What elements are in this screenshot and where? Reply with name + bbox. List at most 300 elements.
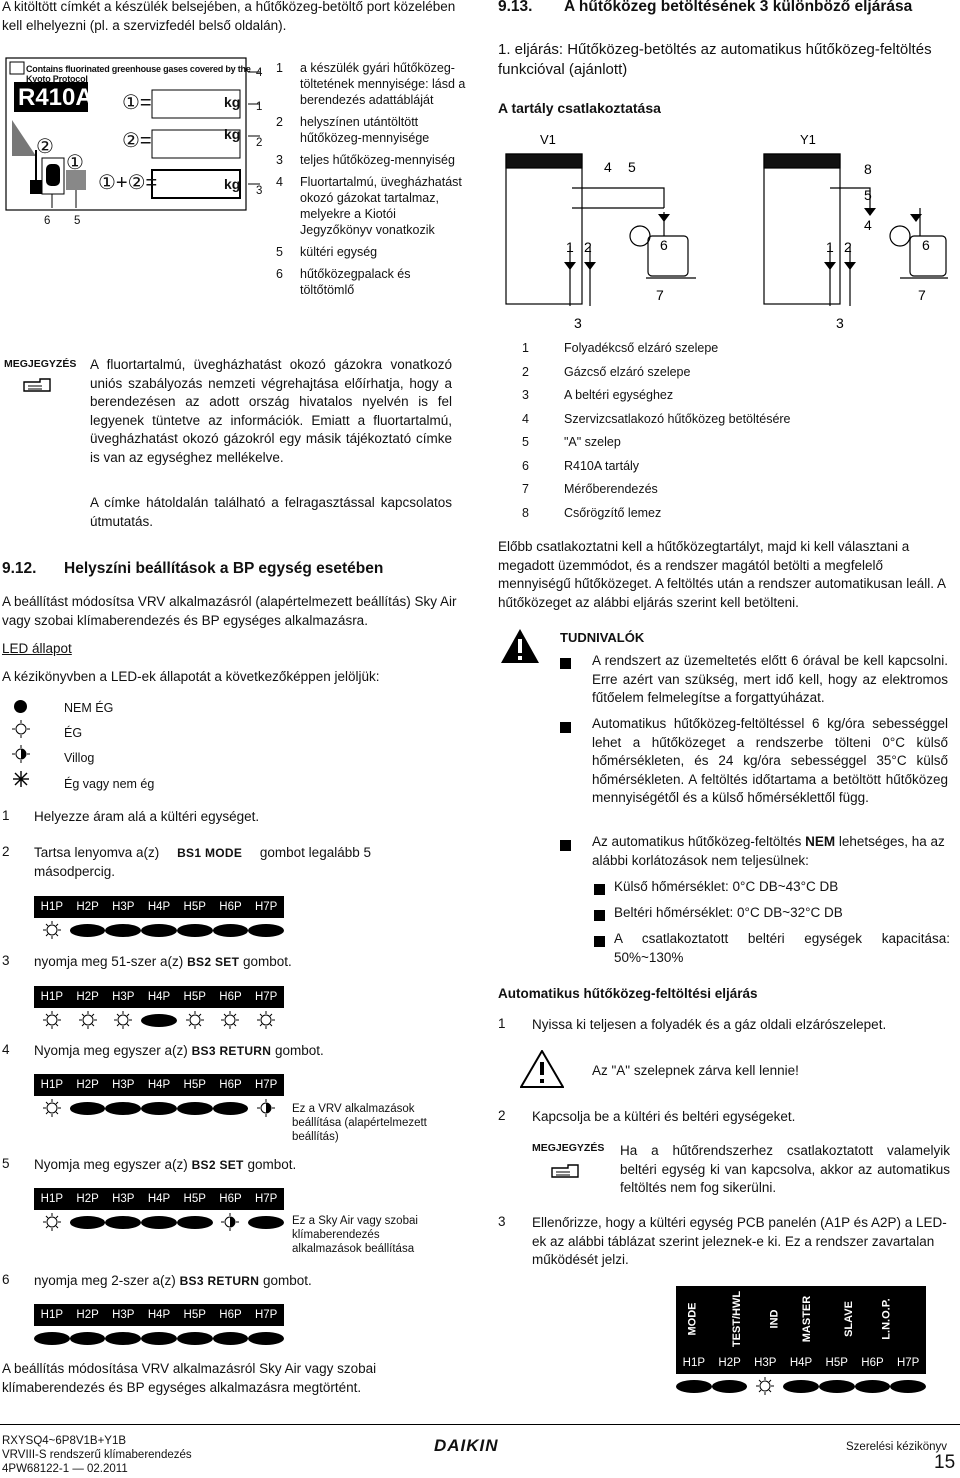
- legend-item: [522, 505, 942, 529]
- mode-header-label: MODE: [686, 1302, 699, 1336]
- diagram-num: 3: [574, 315, 582, 331]
- mode-header-label: L.N.O.P.: [881, 1298, 894, 1340]
- led-cell: [213, 924, 249, 937]
- mode-header-row: [676, 1286, 938, 1352]
- led-off-icon: [855, 1380, 891, 1393]
- led-off-icon: [70, 924, 106, 937]
- led-on-icon: [257, 1011, 275, 1029]
- led-on-icon: [186, 1011, 204, 1029]
- legend-text: A beltéri egységhez: [564, 388, 674, 402]
- legend-text: R410A tartály: [564, 458, 640, 473]
- label-banner: Contains fluorinated greenhouse gases covered by the Kyoto Protocol: [26, 64, 251, 84]
- daikin-logo: DAIKIN: [434, 1436, 499, 1455]
- legend-text: Folyadékcső elzáró szelepe: [564, 341, 719, 355]
- diagram-num: 5: [864, 187, 872, 203]
- led-cell: [213, 1102, 249, 1115]
- led-off-icon: [70, 1102, 106, 1115]
- step-6-pre: nyomja meg 2-szer a(z): [34, 1273, 176, 1288]
- led-off-icon: [819, 1380, 855, 1393]
- led-header-h1p: H1P: [40, 991, 64, 1003]
- led-off-icon: [141, 924, 177, 937]
- diagram-label-v1: V1: [540, 132, 556, 147]
- step-2-tail: másodpercig.: [34, 863, 116, 879]
- led-cell: [34, 1011, 70, 1029]
- legend-item: [522, 458, 942, 482]
- led-cell: [177, 924, 213, 937]
- legend-num: 3: [522, 388, 529, 402]
- led-header-h5p: H5P: [183, 1193, 206, 1205]
- led-header-h5p: H5P: [183, 1309, 206, 1321]
- led-cell: [248, 1216, 284, 1229]
- step-1-text: Helyezze áram alá a kültéri egységet.: [34, 809, 260, 824]
- note-label: MEGJEGYZÉS: [4, 358, 77, 370]
- footer-manual: Szerelési kézikönyv: [846, 1441, 947, 1453]
- led-cell: [676, 1380, 712, 1393]
- legend-num: 1: [522, 341, 529, 355]
- legend-text: kültéri egység: [300, 245, 378, 259]
- legend-num: 3: [276, 153, 283, 167]
- step-6-text: [34, 1272, 312, 1291]
- mode-header-label: DEMAND: [926, 1294, 938, 1344]
- method-heading: 1. eljárás: Hűtőközeg-betöltés az automatikus hűtőközeg-feltöltés funkcióval (ajánlott): [498, 41, 932, 78]
- legend-item: [276, 114, 466, 146]
- mode-header-cell: [831, 1286, 867, 1352]
- led-header-h6p: H6P: [219, 991, 242, 1003]
- led-off-icon: [70, 1332, 106, 1345]
- led-cell: [70, 1011, 106, 1029]
- diagram-num: 2: [584, 239, 592, 255]
- led-header-h3p: H3P: [112, 1079, 135, 1091]
- diagram-num: 2: [844, 239, 852, 255]
- footer-divider: [0, 1424, 960, 1425]
- step-3-post: gombot.: [242, 954, 292, 969]
- led-cell: [105, 1216, 141, 1229]
- step-4-post: gombot.: [275, 1043, 324, 1058]
- diagram-num: 1: [566, 239, 574, 255]
- notice-item-3-post: lehetséges, ha az alábbi korlátozások nem teljesülnek:: [592, 834, 945, 868]
- led-cell: [70, 924, 106, 937]
- led-cell: [105, 1332, 141, 1345]
- legend-text: helyszínen utántöltött hűtőközeg-mennyisége: [300, 115, 430, 145]
- led-cell: [177, 1216, 213, 1229]
- led-header-row: [34, 986, 284, 1008]
- legend-item: [276, 152, 466, 168]
- legend-item: [276, 266, 466, 298]
- led-cell: [70, 1332, 106, 1345]
- step-number: 4: [2, 1042, 10, 1057]
- label-formula-3: ①+②=: [98, 172, 158, 194]
- led-table-step6: [34, 1304, 284, 1350]
- led-cell: [890, 1380, 926, 1393]
- label-unit-2: kg: [224, 126, 241, 142]
- legend-text: Csőrögzítő lemez: [564, 505, 662, 520]
- tank-heading: A tartály csatlakoztatása: [498, 100, 661, 116]
- legend-item: [522, 411, 942, 435]
- led-header-h4p: H4P: [147, 991, 171, 1003]
- notice-item-3-emph: NEM: [805, 834, 836, 849]
- led-off-icon: [177, 1216, 213, 1229]
- diagram-num: 7: [656, 287, 664, 303]
- step-number: 6: [2, 1272, 10, 1287]
- led-state-blink: Villog: [64, 751, 95, 765]
- step-4-text: [34, 1042, 324, 1061]
- mode-header-label: SLAVE: [842, 1301, 855, 1337]
- led-status-row: [34, 918, 284, 942]
- bs2-set-button-ref: BS2 SET: [187, 955, 240, 969]
- legend-item: [522, 387, 942, 411]
- led-state-either: Ég vagy nem ég: [64, 777, 155, 791]
- legend-text: Fluortartalmú, üvegházhatást okozó gázokat tartalmaz, melyekre a Kiotói Jegyzőkönyv vonatkozik: [300, 175, 462, 237]
- led-header-h6p: H6P: [219, 901, 242, 913]
- label-callout-1: 1: [256, 101, 263, 113]
- led-on-icon: [43, 1213, 61, 1231]
- led-cell: [783, 1380, 819, 1393]
- step-number: 2: [2, 844, 10, 859]
- led-blink-icon: [12, 745, 30, 768]
- step-2-post: gombot legalább 5: [259, 845, 371, 860]
- mode-header-label: TEST/HWL: [731, 1290, 744, 1348]
- step-5-text: [34, 1156, 296, 1175]
- led-off-icon: [105, 1102, 141, 1115]
- sub-item-2: Beltéri hőmérséklet: 0°C DB~32°C DB: [614, 905, 843, 920]
- led-blink-icon: [257, 1099, 275, 1117]
- mode-led-table: [676, 1286, 938, 1398]
- led-cell: [70, 1102, 106, 1115]
- led-cell: [141, 1102, 177, 1115]
- led-on-icon: [43, 1011, 61, 1029]
- legend-text: Szervizcsatlakozó hűtőközeg betöltésére: [564, 411, 791, 426]
- led-header-h6p: H6P: [219, 1193, 242, 1205]
- legend-item: [276, 174, 466, 238]
- label-formula-2: ②=: [122, 130, 152, 152]
- label-unit-3: kg: [224, 176, 241, 192]
- step-5-post: gombot.: [247, 1157, 297, 1172]
- legend-text: teljes hűtőközeg-mennyiség: [300, 153, 455, 167]
- led-off-icon: [141, 1014, 177, 1027]
- label-callout-6: 6: [44, 215, 51, 227]
- led-cell: [248, 1332, 284, 1345]
- led-header-h7p: H7P: [254, 901, 278, 913]
- diagram-num: 5: [628, 159, 636, 175]
- led-header-h2p: H2P: [76, 1079, 99, 1091]
- led-header-h7p: H7P: [254, 1309, 278, 1321]
- mode-led-row: [676, 1352, 926, 1374]
- bs3-return-button-ref: BS3 RETURN: [191, 1044, 272, 1058]
- mode-header-cell: [908, 1286, 956, 1352]
- led-status-row: [34, 1096, 284, 1120]
- tank-connection-diagram: [500, 128, 955, 338]
- led-off-icon: [141, 1102, 177, 1115]
- auto-heading: Automatikus hűtőközeg-feltöltési eljárás: [498, 986, 758, 1001]
- led-off-icon: [141, 1216, 177, 1229]
- led-heading: LED állapot: [2, 641, 72, 656]
- led-off-icon: [70, 1216, 106, 1229]
- info-icon: [520, 1050, 564, 1088]
- right-paragraph: Előbb csatlakoztatni kell a hűtőközegtartályt, majd ki kell választani a megadott üzemmódot, és a rendszer magától betölti a megfelelő mennyiségű hűtőközeget. A feltöltés után a rendszer automatikusan leáll. A hűtőközeget az alábbi eljárás szerint kell betölteni.: [498, 539, 946, 610]
- legend-item: [522, 481, 942, 505]
- step-5-note: Ez a Sky Air vagy szobai klímaberendezés alkalmazások beállítása: [292, 1215, 418, 1255]
- led-cell: [177, 1011, 213, 1029]
- step-4-note: Ez a VRV alkalmazások beállítása (alapértelmezett beállítás): [292, 1103, 427, 1143]
- led-table-step2: [34, 896, 284, 942]
- led-cell: [34, 1332, 70, 1345]
- diagram-num: 6: [660, 237, 668, 253]
- led-header-h7p: H7P: [254, 1193, 278, 1205]
- led-off-icon: [105, 924, 141, 937]
- led-off-icon: [783, 1380, 819, 1393]
- refrigerant-label-illustration: [4, 56, 272, 227]
- led-off-icon: [105, 1216, 141, 1229]
- led-status-row: [34, 1210, 284, 1234]
- notice-item-2: Automatikus hűtőközeg-feltöltéssel 6 kg/óra sebességgel lehet a hűtőközeget a rendszerbe tölteni 0°C külső hőmérsékleten, és 24 kg/óra sebességgel 35°C külső hőmérsékleten. A feltöltés időtartama a betöltött hűtőközeg mennyiségétől és a külső hőmérséklettől függ.: [592, 716, 948, 805]
- led-header-h4p: H4P: [147, 1193, 171, 1205]
- bs2-set-button-ref: BS2 SET: [191, 1158, 244, 1172]
- led-on-icon: [43, 921, 61, 939]
- section-title: Helyszíni beállítások a BP egység esetében: [64, 560, 384, 577]
- legend-item: [522, 340, 942, 364]
- bs3-return-button-ref: BS3 RETURN: [179, 1274, 260, 1288]
- label-callout-4: 4: [256, 67, 263, 79]
- intro-text: A kitöltött címkét a készülék belsejében, a hűtőközeg-betöltő port közelében kell elhelyezni (pl. a szervizfedél belső oldalán).: [2, 0, 456, 33]
- warning-icon: [500, 628, 540, 664]
- led-header-h4p: H4P: [147, 1079, 171, 1091]
- led-off-icon: [14, 700, 27, 713]
- mode-header-label: IND: [768, 1309, 781, 1329]
- step-4-pre: Nyomja meg egyszer a(z): [34, 1043, 188, 1058]
- led-cell: [34, 921, 70, 939]
- led-off-icon: [177, 1102, 213, 1115]
- led-off-icon: [248, 1332, 284, 1345]
- section-number: 9.12.: [2, 560, 37, 577]
- mode-led-h5p: H5P: [825, 1357, 848, 1369]
- legend-num: 6: [276, 267, 283, 281]
- led-off-icon: [213, 1332, 249, 1345]
- led-on-icon: [79, 1011, 97, 1029]
- led-off-icon: [712, 1380, 748, 1393]
- diagram-num: 8: [864, 161, 872, 177]
- step-number: 3: [498, 1214, 506, 1229]
- led-cell: [177, 1102, 213, 1115]
- mode-led-h4p: H4P: [789, 1357, 813, 1369]
- legend-item: [276, 60, 466, 108]
- bullet-icon: [560, 838, 571, 856]
- legend-text: Mérőberendezés: [564, 482, 658, 496]
- led-header-h3p: H3P: [112, 1193, 135, 1205]
- mode-header-label: MASTER: [801, 1295, 814, 1343]
- auto-step-1-box: Az "A" szelepnek zárva kell lennie!: [592, 1063, 799, 1078]
- led-header-h5p: H5P: [183, 901, 206, 913]
- legend-text: a készülék gyári hűtőközeg-töltetének mennyisége: lásd a berendezés adattábláját: [300, 61, 466, 107]
- led-cell: [34, 1213, 70, 1231]
- step-2-text: [34, 844, 458, 881]
- bullet-icon: [594, 908, 605, 926]
- legend-text: "A" szelep: [564, 435, 621, 449]
- diagram-num: 4: [864, 217, 872, 233]
- mode-header-cell: [709, 1286, 765, 1352]
- mode-led-h1p: H1P: [682, 1357, 706, 1369]
- led-on-icon: [43, 1099, 61, 1117]
- led-header-h1p: H1P: [40, 1309, 64, 1321]
- notice-item-3: [592, 833, 948, 870]
- led-header-h3p: H3P: [112, 991, 135, 1003]
- mode-led-h2p: H2P: [718, 1357, 741, 1369]
- step-number: 5: [2, 1156, 10, 1171]
- led-header-h6p: H6P: [219, 1309, 242, 1321]
- mode-led-h3p: H3P: [754, 1357, 777, 1369]
- led-cell: [213, 1332, 249, 1345]
- mode-header-cell: [676, 1286, 709, 1352]
- led-header-h1p: H1P: [40, 1079, 64, 1091]
- led-table-step3: [34, 986, 284, 1032]
- led-on-icon: [221, 1011, 239, 1029]
- legend-num: 5: [276, 245, 283, 259]
- pointing-hand-icon: [550, 1160, 582, 1182]
- diagram-num: 6: [922, 237, 930, 253]
- led-header-h5p: H5P: [183, 1079, 206, 1091]
- page-number: 15: [934, 1452, 956, 1473]
- led-status-row: [34, 1326, 284, 1350]
- led-either-icon: [12, 770, 30, 793]
- label-refrigerant: R410A: [18, 84, 93, 111]
- led-on-icon: [114, 1011, 132, 1029]
- led-header-h7p: H7P: [254, 991, 278, 1003]
- legend-num: 4: [276, 175, 283, 189]
- led-cell: [248, 924, 284, 937]
- step-2-pre: Tartsa lenyomva a(z): [34, 845, 160, 860]
- led-state-on: ÉG: [64, 726, 83, 740]
- led-off-icon: [177, 1332, 213, 1345]
- right-note-label: MEGJEGYZÉS: [532, 1142, 605, 1154]
- led-header-row: [34, 1304, 284, 1326]
- led-cell: [248, 1099, 284, 1117]
- diagram-label-y1: Y1: [800, 132, 816, 147]
- led-header-row: [34, 1074, 284, 1096]
- right-section-number: 9.13.: [498, 0, 533, 15]
- label-circle-2: ②: [36, 136, 54, 158]
- led-header-h3p: H3P: [112, 901, 135, 913]
- led-cell: [248, 1011, 284, 1029]
- diagram-legend: [522, 340, 942, 528]
- led-cell: [34, 1099, 70, 1117]
- led-header-h7p: H7P: [254, 1079, 278, 1091]
- sub-item-3: A csatlakoztatott beltéri egységek kapacitása: 50%~130%: [614, 931, 950, 965]
- led-off-icon: [213, 1102, 249, 1115]
- bullet-icon: [594, 934, 605, 952]
- led-cell: [141, 924, 177, 937]
- legend-num: 4: [522, 411, 529, 426]
- legend-num: 7: [522, 482, 529, 496]
- led-on-icon: [12, 720, 30, 743]
- led-off-icon: [213, 924, 249, 937]
- notice-title: TUDNIVALÓK: [560, 630, 645, 645]
- led-table-step5: [34, 1188, 284, 1234]
- step-5-pre: Nyomja meg egyszer a(z): [34, 1157, 188, 1172]
- led-status-row: [34, 1008, 284, 1032]
- diagram-num: 1: [826, 239, 834, 255]
- led-cell: [141, 1332, 177, 1345]
- label-legend: [276, 60, 466, 298]
- led-off-icon: [890, 1380, 926, 1393]
- led-off-icon: [141, 1332, 177, 1345]
- led-header-h1p: H1P: [40, 1193, 64, 1205]
- led-cell: [819, 1380, 855, 1393]
- led-cell: [213, 1011, 249, 1029]
- led-header-row: [34, 1188, 284, 1210]
- led-blink-icon: [221, 1213, 239, 1231]
- diagram-num: 7: [918, 287, 926, 303]
- led-off-icon: [177, 924, 213, 937]
- diagram-drawing: [500, 128, 955, 338]
- led-table-step4: [34, 1074, 284, 1120]
- mode-header-cell: [765, 1286, 784, 1352]
- step-number: 1: [498, 1016, 506, 1031]
- footer-series: VRVIII-S rendszerű klímaberendezés: [2, 1449, 192, 1461]
- notice-item-1: A rendszert az üzemeltetés előtt 6 órával be kell kapcsolni. Erre azért van szükség, mert idő kell, hogy az elektromos fűtőelem felmelegítse a forgattyúházat.: [592, 653, 948, 705]
- legend-item: [522, 364, 942, 388]
- footer-docnum: 4PW68122-1 — 02.2011: [2, 1463, 128, 1475]
- led-cell: [141, 1014, 177, 1027]
- sub-item-1: Külső hőmérséklet: 0°C DB~43°C DB: [614, 879, 839, 894]
- led-header-h3p: H3P: [112, 1309, 135, 1321]
- led-header-h4p: H4P: [147, 1309, 171, 1321]
- auto-step-1: Nyissa ki teljesen a folyadék és a gáz oldali elzárószelepet.: [532, 1017, 887, 1032]
- step-number: 2: [498, 1108, 506, 1123]
- led-cell: [105, 1011, 141, 1029]
- led-off-icon: [105, 1332, 141, 1345]
- label-callout-3: 3: [256, 185, 263, 197]
- step-6-post: gombot.: [263, 1273, 312, 1288]
- footer-model: RXYSQ4~6P8V1B+Y1B: [2, 1435, 127, 1447]
- led-off-icon: [248, 1216, 284, 1229]
- led-header-h2p: H2P: [76, 901, 99, 913]
- legend-num: 2: [522, 364, 529, 379]
- bs1-mode-button-ref: BS1 MODE: [177, 846, 243, 860]
- led-cell: [105, 924, 141, 937]
- notice-item-3-pre: Az automatikus hűtőközeg-feltöltés: [592, 834, 802, 849]
- led-cell: [70, 1216, 106, 1229]
- closing-text: A beállítás módosítása VRV alkalmazásról Sky Air vagy szobai klímaberendezés és BP egységes alkalmazásra megtörtént.: [2, 1361, 377, 1395]
- legend-num: 8: [522, 505, 529, 520]
- led-on-icon: [756, 1377, 774, 1395]
- label-circle-1: ①: [66, 152, 84, 174]
- led-header-h1p: H1P: [40, 901, 64, 913]
- label-formula-1: ①=: [122, 92, 152, 114]
- legend-num: 5: [522, 435, 529, 449]
- led-header-h4p: H4P: [147, 901, 171, 913]
- led-cell: [177, 1332, 213, 1345]
- legend-num: 2: [276, 115, 283, 129]
- section-intro: A beállítást módosítsa VRV alkalmazásról (alapértelmezett beállítás) Sky Air vagy szobai klímaberendezés és BP egységes alkalmazásra.: [2, 594, 457, 628]
- bullet-icon: [560, 656, 571, 674]
- led-cell: [105, 1102, 141, 1115]
- label-callout-5: 5: [74, 215, 81, 227]
- led-header-h2p: H2P: [76, 991, 99, 1003]
- led-state-off: NEM ÉG: [64, 701, 114, 715]
- step-number: 3: [2, 953, 10, 968]
- diagram-num: 4: [604, 159, 612, 175]
- led-off-icon: [676, 1380, 712, 1393]
- diagram-num: 3: [836, 315, 844, 331]
- step-number: 1: [2, 808, 10, 823]
- mode-led-h6p: H6P: [861, 1357, 884, 1369]
- bullet-icon: [560, 720, 571, 738]
- led-off-icon: [248, 924, 284, 937]
- led-cell: [747, 1377, 783, 1395]
- led-header-h2p: H2P: [76, 1193, 99, 1205]
- step-3-text: [34, 953, 292, 972]
- led-header-h5p: H5P: [183, 991, 206, 1003]
- auto-step-3: Ellenőrizze, hogy a kültéri egység PCB panelén (A1P és A2P) a LED-ek az alábbi táblázat szerint jeleznek-e ki. Ez a rendszer zavartalan működését jelzi.: [532, 1215, 947, 1267]
